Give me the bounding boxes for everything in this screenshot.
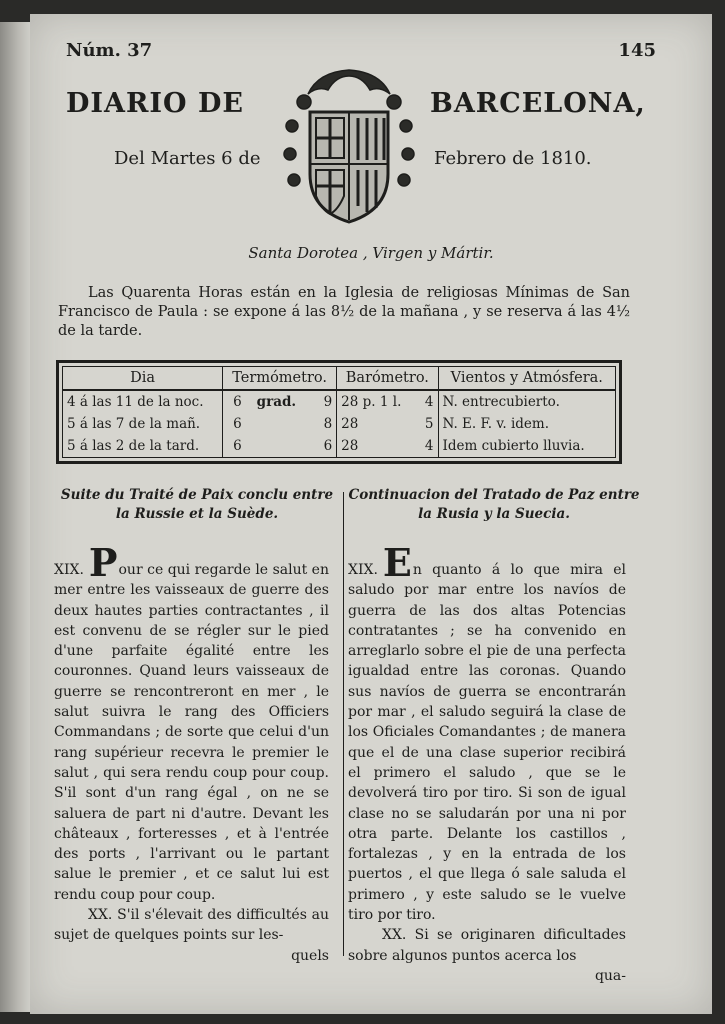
barometer-value: 28 bbox=[337, 413, 418, 435]
masthead-title-right: BARCELONA, bbox=[430, 88, 646, 119]
column-divider bbox=[343, 492, 344, 956]
barometer-value: 28 bbox=[337, 435, 418, 458]
drop-cap: P bbox=[88, 540, 118, 585]
thermometer-fraction: 9 bbox=[323, 394, 333, 411]
weather-day: 5 á las 2 de la tard. bbox=[67, 437, 200, 454]
page-number: 145 bbox=[618, 40, 656, 61]
weather-header-winds: Vientos y Atmósfera. bbox=[438, 367, 615, 391]
weather-row bbox=[63, 435, 616, 458]
barometer-value: 28 p. 1 l. bbox=[337, 390, 418, 413]
article-text: XX. S'il s'élevait des difficultés au sujet de quelques points sur les- bbox=[54, 907, 329, 944]
thermometer-value: 6 bbox=[223, 390, 253, 413]
weather-header-dia: Dia bbox=[63, 367, 223, 391]
weather-day: 5 á las 7 de la mañ. bbox=[67, 416, 201, 433]
article-text: n quanto á lo que mira el saludo por mar entre los navíos de guerra de las dos altas Potencias contratantes ; se ha convenido en arreglarlo sobre el pie de una perfecta igualdad entre las coronas. Quando sus navíos de guerra se encontrarán por mar , el saludo seguirá la clase de los Oficiales Comandantes ; de manera que el de una clase superior recibirá el primero el saludo , que se le devolverá tiro por tiro. Si son de igual clase no se saludarán por una ni por otra parte. Delante los castillos , fortalezas , y en la entrada de los puertos , el que llega ó sale saluda el primero , y este saludo se le vuelve tiro por tiro. bbox=[348, 562, 626, 924]
catchword: qua- bbox=[594, 967, 626, 984]
article-text: our ce qui regarde le salut en mer entre les vaisseaux de guerre des deux hautes parties contractantes , il est convenu de se régler sur le pied d'une parfaite égalité entre les couronnes. Quand leurs vaisseaux de guerre se rencontreront en mer , le salut suivra le rang des Officiers Commandans ; de sorte que celui d'un rang supérieur recevra le premier le salut , qui sera rendu coup pour coup. S'il sont d'un rang égal , on ne se saluera de part ni d'autre. Devant les châteaux , forteresses , et à l'entrée des ports , l'arrivant ou le partant salue le premier , et ce salut lui est rendu coup pour coup. bbox=[54, 562, 329, 903]
catchword: quels bbox=[291, 947, 329, 964]
barometer-fraction: 4 bbox=[424, 437, 434, 454]
barometer-fraction: 5 bbox=[424, 416, 434, 433]
article-number: XIX. bbox=[54, 562, 84, 578]
barcelona-coat-of-arms-icon bbox=[278, 66, 420, 226]
weather-table bbox=[56, 360, 622, 464]
thermometer-fraction: 6 bbox=[323, 437, 333, 454]
thermometer-value: 6 bbox=[223, 413, 253, 435]
article-text: XX. Si se originaren dificultades sobre algunos puntos acerca los bbox=[348, 927, 626, 964]
wind-atmosphere: N. E. F. v. idem. bbox=[438, 413, 615, 435]
french-column bbox=[54, 540, 329, 966]
thermometer-unit bbox=[253, 413, 315, 435]
newspaper-page bbox=[30, 14, 712, 1014]
spanish-column-heading: Continuacion del Tratado de Paz entre la Rusia y la Suecia. bbox=[348, 487, 640, 522]
forty-hours-notice: Las Quarenta Horas están en la Iglesia de religiosas Mínimas de San Francisco de Paula : se expone á las 8½ de la mañana , y se reserva á las 4½ de la tarde. bbox=[58, 285, 630, 339]
thermometer-fraction: 8 bbox=[323, 416, 333, 433]
article-number: XIX. bbox=[348, 562, 378, 578]
thermometer-unit: grad. bbox=[256, 394, 297, 411]
issue-number: Núm. 37 bbox=[66, 40, 153, 61]
drop-cap: E bbox=[382, 540, 412, 585]
weather-row bbox=[63, 413, 616, 435]
spanish-column bbox=[348, 540, 626, 986]
french-column-heading: Suite du Traité de Paix conclu entre la Russie et la Suède. bbox=[60, 487, 334, 522]
facing-page-edge bbox=[0, 22, 32, 1012]
thermometer-value: 6 bbox=[223, 435, 253, 458]
weather-day: 4 á las 11 de la noc. bbox=[67, 394, 204, 411]
weather-header-thermometer: Termómetro. bbox=[223, 367, 337, 391]
masthead-title-left: DIARIO DE bbox=[66, 88, 244, 119]
weather-header-barometer: Barómetro. bbox=[337, 367, 438, 391]
weather-row bbox=[63, 390, 616, 413]
date-line-left: Del Martes 6 de bbox=[114, 148, 261, 169]
wind-atmosphere: Idem cubierto lluvia. bbox=[438, 435, 615, 458]
wind-atmosphere: N. entrecubierto. bbox=[438, 390, 615, 413]
thermometer-unit bbox=[253, 435, 315, 458]
saint-of-day: Santa Dorotea , Virgen y Mártir. bbox=[248, 244, 494, 262]
date-line-right: Febrero de 1810. bbox=[434, 148, 592, 169]
barometer-fraction: 4 bbox=[424, 394, 434, 411]
